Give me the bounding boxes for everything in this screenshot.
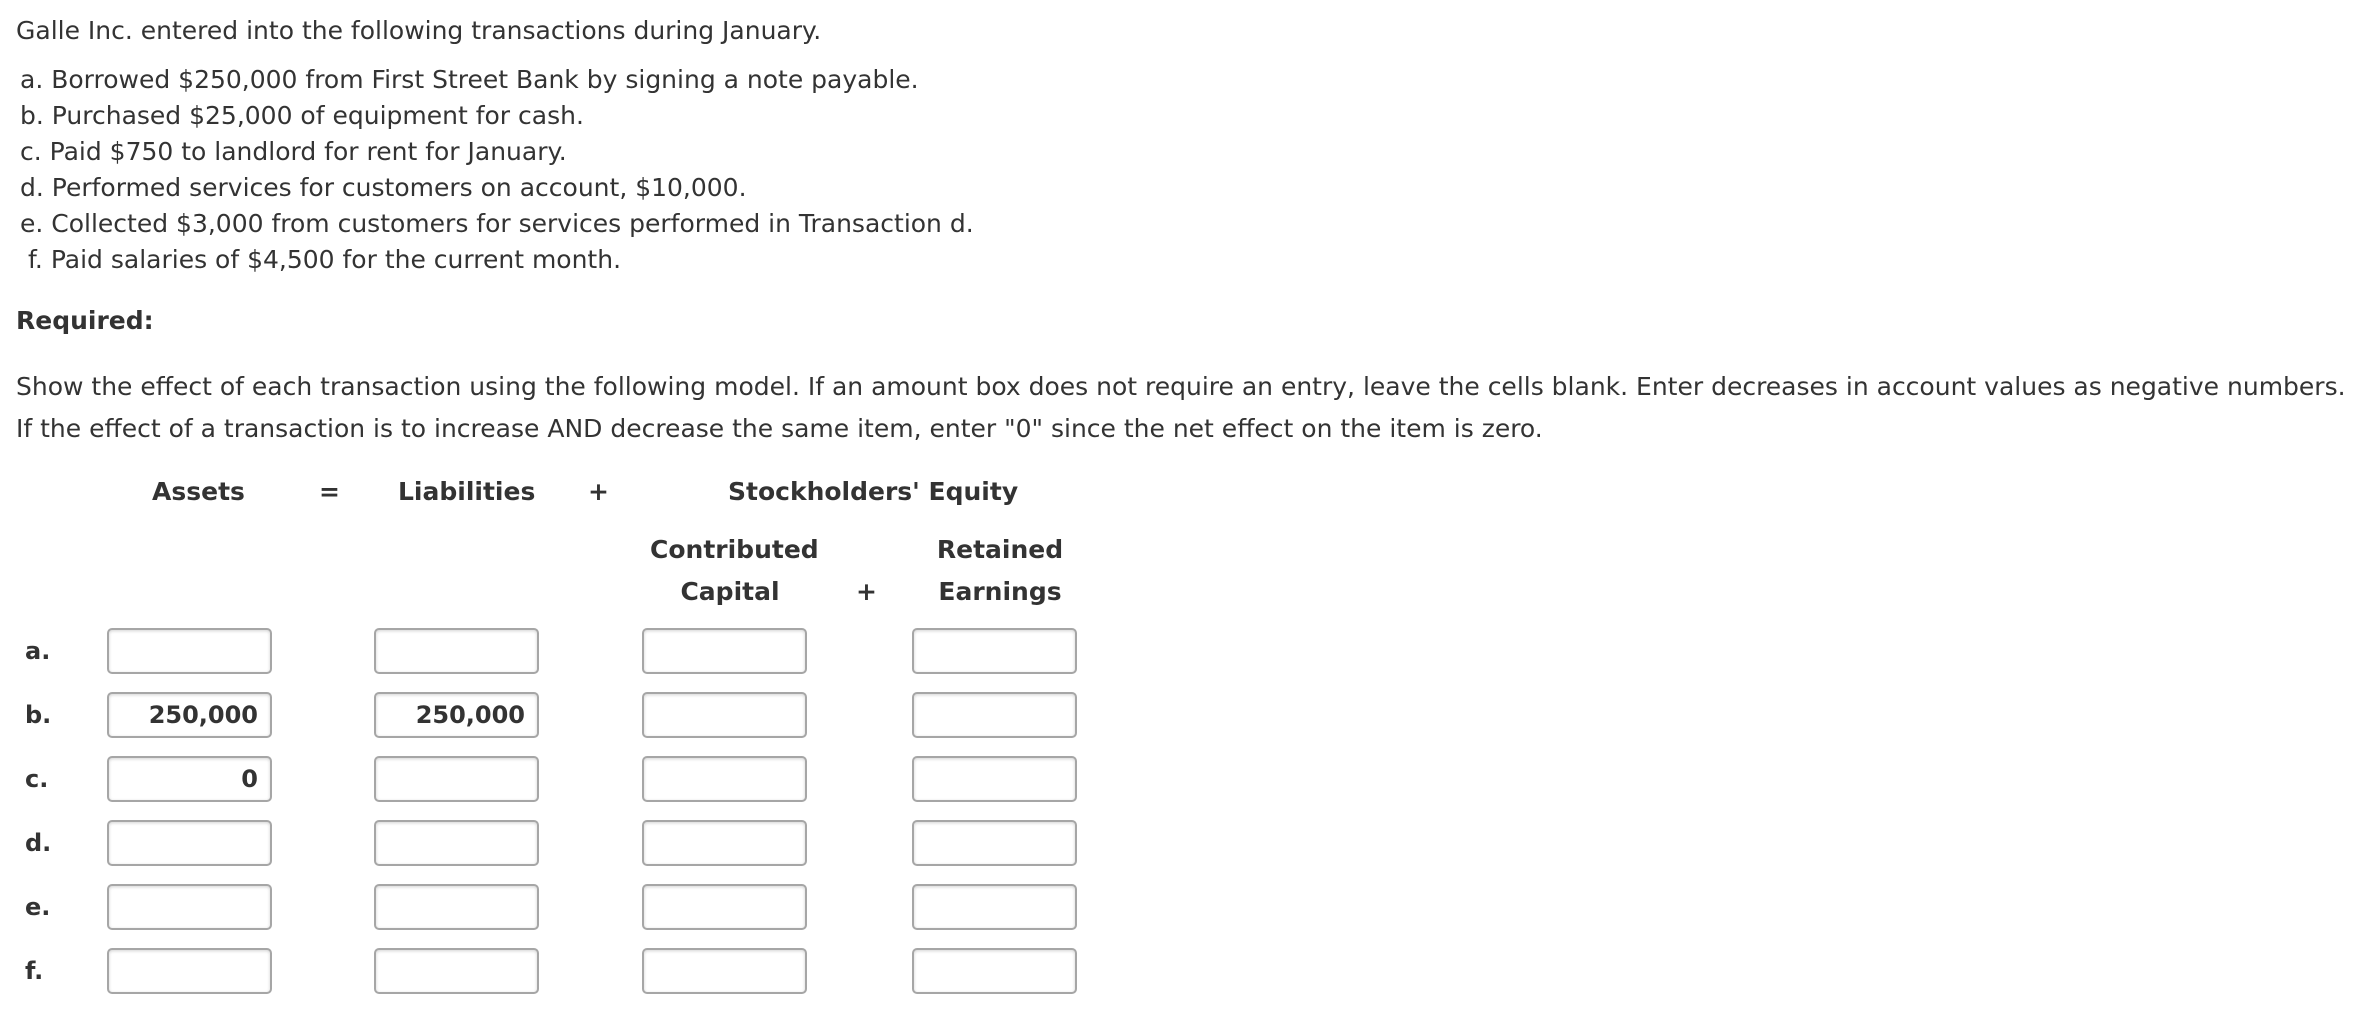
instructions-text: Show the effect of each transaction using the following model. If an amount box does not require an entry, leave the cells blank. Enter decreases in account values as negative numbers. If the effect of a transaction is to increase AND decrease the same item, enter "0" since the net effect on the item is zero. (16, 372, 2346, 443)
stockholders-equity-header: Stockholders' Equity (728, 477, 1019, 506)
transaction-list (20, 62, 974, 278)
assets-input-a[interactable] (107, 628, 272, 674)
liabilities-header: Liabilities (398, 477, 536, 506)
assets-input-d[interactable] (107, 820, 272, 866)
liabilities-input-c[interactable] (374, 756, 539, 802)
row-label-b: b. (25, 701, 52, 729)
contributed-capital-header-line2: Capital (680, 577, 780, 606)
retained-earnings-input-d[interactable] (912, 820, 1077, 866)
liabilities-input-f[interactable] (374, 948, 539, 994)
retained-earnings-header-line1: Retained (936, 535, 1064, 564)
transaction-item: e. Collected $3,000 from customers for services performed in Transaction d. (20, 209, 974, 238)
row-label-d: d. (25, 829, 52, 857)
liabilities-input-b[interactable] (374, 692, 539, 738)
retained-earnings-input-e[interactable] (912, 884, 1077, 930)
contributed-capital-header-line1: Contributed (650, 535, 819, 564)
transaction-item: d. Performed services for customers on account, $10,000. (20, 173, 747, 202)
row-label-c: c. (25, 765, 49, 793)
retained-earnings-input-a[interactable] (912, 628, 1077, 674)
retained-earnings-input-b[interactable] (912, 692, 1077, 738)
row-label-e: e. (25, 893, 51, 921)
retained-earnings-header-line2: Earnings (938, 577, 1062, 606)
plus-sign: + (588, 477, 609, 506)
assets-header: Assets (152, 477, 245, 506)
contributed-capital-input-a[interactable] (642, 628, 807, 674)
problem-intro: Galle Inc. entered into the following transactions during January. (16, 16, 822, 45)
contributed-capital-input-b[interactable] (642, 692, 807, 738)
retained-earnings-input-f[interactable] (912, 948, 1077, 994)
liabilities-input-a[interactable] (374, 628, 539, 674)
contributed-capital-input-e[interactable] (642, 884, 807, 930)
transaction-item: f. Paid salaries of $4,500 for the current month. (20, 245, 622, 274)
liabilities-input-e[interactable] (374, 884, 539, 930)
transaction-item: b. Purchased $25,000 of equipment for cash. (20, 101, 584, 130)
required-heading: Required: (16, 306, 154, 335)
contributed-capital-input-c[interactable] (642, 756, 807, 802)
retained-earnings-input-c[interactable] (912, 756, 1077, 802)
assets-input-f[interactable] (107, 948, 272, 994)
liabilities-input-d[interactable] (374, 820, 539, 866)
equals-sign: = (319, 477, 340, 506)
contributed-capital-input-f[interactable] (642, 948, 807, 994)
row-label-a: a. (25, 637, 51, 665)
plus-sign: + (856, 577, 877, 606)
transaction-item: a. Borrowed $250,000 from First Street Bank by signing a note payable. (20, 65, 919, 94)
transaction-item: c. Paid $750 to landlord for rent for January. (20, 137, 567, 166)
assets-input-b[interactable] (107, 692, 272, 738)
assets-input-e[interactable] (107, 884, 272, 930)
row-label-f: f. (25, 957, 44, 985)
assets-input-c[interactable] (107, 756, 272, 802)
contributed-capital-input-d[interactable] (642, 820, 807, 866)
